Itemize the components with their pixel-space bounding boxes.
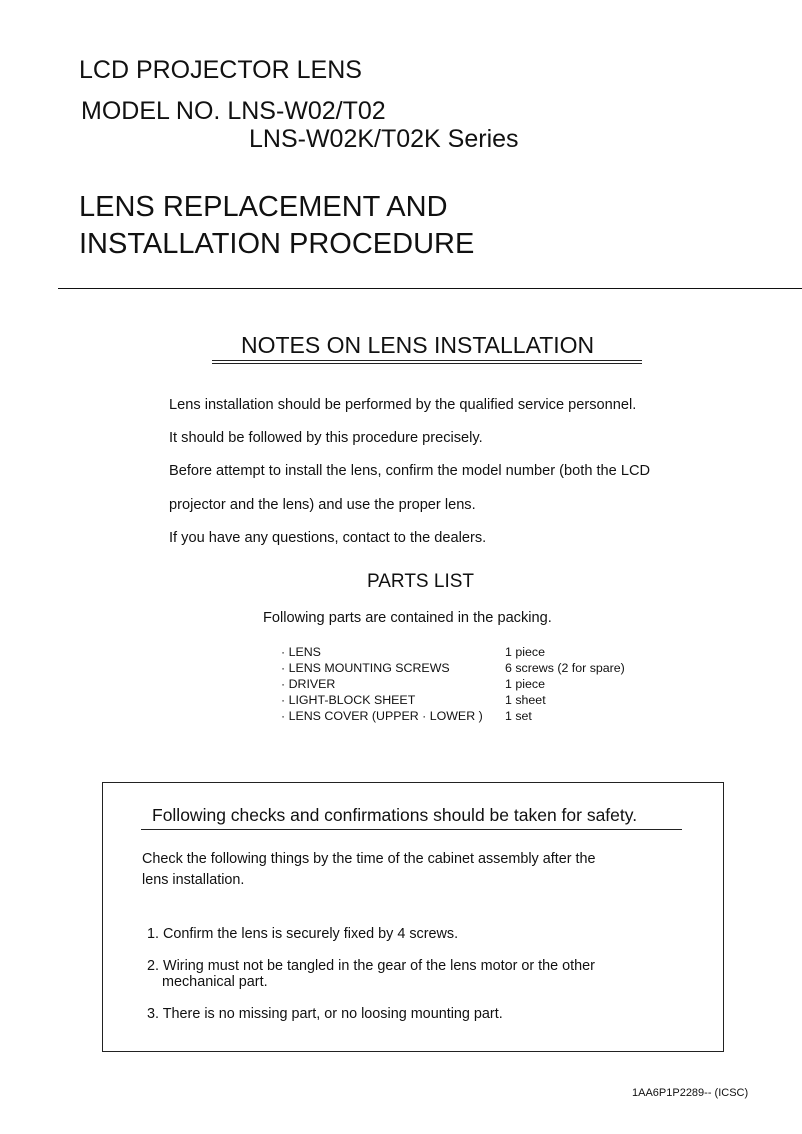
notes-paragraph-1: Lens installation should be performed by the qualified service personnel. bbox=[169, 397, 637, 413]
parts-item-qty: 1 set bbox=[505, 709, 532, 723]
model-number: MODEL NO. LNS-W02/T02 bbox=[81, 97, 386, 125]
safety-check-3: 3. There is no missing part, or no loosing mounting part. bbox=[147, 1006, 503, 1022]
document-title-line2: INSTALLATION PROCEDURE bbox=[79, 228, 475, 260]
product-title: LCD PROJECTOR LENS bbox=[79, 56, 362, 84]
parts-item-qty: 1 sheet bbox=[505, 693, 546, 707]
notes-paragraph-3: Before attempt to install the lens, confirm the model number (both the LCD bbox=[169, 463, 651, 479]
parts-list-subheading: Following parts are contained in the packing. bbox=[263, 610, 552, 626]
parts-item-name: · LIGHT-BLOCK SHEET bbox=[281, 693, 416, 707]
safety-intro-line2: lens installation. bbox=[142, 872, 245, 888]
notes-paragraph-5: If you have any questions, contact to the dealers. bbox=[169, 530, 487, 546]
safety-check-1: 1. Confirm the lens is securely fixed by 4 screws. bbox=[147, 926, 459, 942]
safety-check-2-line2: mechanical part. bbox=[162, 974, 268, 990]
parts-list-heading: PARTS LIST bbox=[367, 571, 474, 592]
notes-paragraph-2: It should be followed by this procedure precisely. bbox=[169, 430, 483, 446]
safety-heading-underline bbox=[141, 829, 682, 830]
parts-item-qty: 6 screws (2 for spare) bbox=[505, 661, 625, 675]
model-series: LNS-W02K/T02K Series bbox=[249, 125, 519, 153]
parts-item-name: · LENS COVER (UPPER · LOWER ) bbox=[281, 709, 483, 723]
notes-heading-underline bbox=[212, 360, 642, 361]
parts-item-name: · LENS MOUNTING SCREWS bbox=[281, 661, 450, 675]
notes-heading-underline-2 bbox=[212, 363, 642, 364]
header-divider bbox=[58, 288, 802, 289]
parts-item-qty: 1 piece bbox=[505, 677, 545, 691]
document-code: 1AA6P1P2289-- (ICSC) bbox=[632, 1087, 749, 1099]
parts-item-qty: 1 piece bbox=[505, 645, 545, 659]
safety-intro-line1: Check the following things by the time of the cabinet assembly after the bbox=[142, 851, 596, 867]
notes-heading: NOTES ON LENS INSTALLATION bbox=[241, 332, 595, 358]
document-title-line1: LENS REPLACEMENT AND bbox=[79, 191, 448, 223]
parts-item-name: · LENS bbox=[281, 645, 321, 659]
parts-item-name: · DRIVER bbox=[281, 677, 336, 691]
safety-box-heading: Following checks and confirmations should be taken for safety. bbox=[152, 805, 638, 825]
safety-check-2-line1: 2. Wiring must not be tangled in the gear of the lens motor or the other bbox=[147, 958, 595, 974]
notes-paragraph-4: projector and the lens) and use the proper lens. bbox=[169, 497, 476, 513]
